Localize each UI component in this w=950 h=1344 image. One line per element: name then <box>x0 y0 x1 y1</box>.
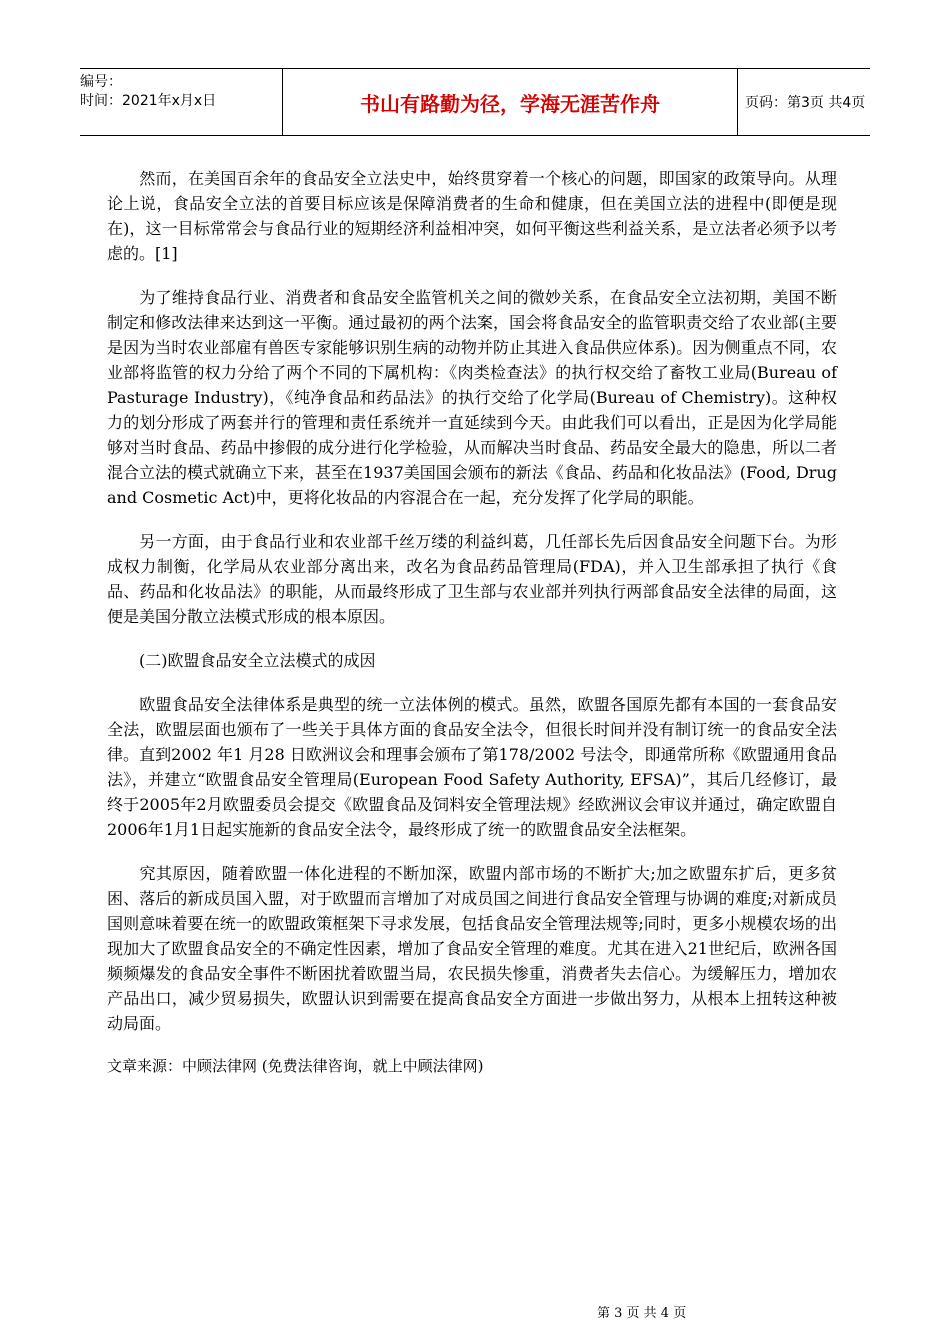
body-paragraph <box>107 692 837 842</box>
body-paragraph <box>107 861 837 1036</box>
body-paragraph <box>107 285 837 510</box>
document-number-label: 编号： <box>80 74 122 90</box>
paragraph-text: 究其原因，随着欧盟一体化进程的不断加深，欧盟内部市场的不断扩大;加之欧盟东扩后，更多贫困、落后的新成员国入盟，对于欧盟而言增加了对成员国之间进行食品安全管理与协调的难度;对新成员国则意味着要在统一的欧盟政策框架下寻求发展，包括食品安全管理法规等;同时，更多小规模农场的出现加大了欧盟食品安全的不确定性因素，增加了食品安全管理的难度。尤其在进入21世纪后，欧洲各国频频爆发的食品安全事件不断困扰着欧盟当局，农民损失惨重，消费者失去信心。为缓解压力，增加农产品出口，减少贸易损失，欧盟认识到需要在提高食品安全方面进一步做出努力，从根本上扭转这种被动局面。 <box>107 864 837 1033</box>
article-source: 文章来源：中顾法律网 (免费法律咨询，就上中顾法律网) <box>107 1057 484 1075</box>
document-date-label: 时间：2021年x月x日 <box>80 93 217 109</box>
paragraph-text: 然而，在美国百余年的食品安全立法史中，始终贯穿着一个核心的问题，即国家的政策导向。从理论上说，食品安全立法的首要目标应该是保障消费者的生命和健康，但在美国立法的进程中(即便是现在)，这一目标常常会与食品行业的短期经济利益相冲突，如何平衡这些利益关系，是立法者必须予以考虑的。[1] <box>107 169 837 263</box>
header-page-cell <box>745 69 870 135</box>
section-subheading: (二)欧盟食品安全立法模式的成因 <box>139 651 376 670</box>
header-meta <box>80 69 280 139</box>
paragraph-text: 欧盟食品安全法律体系是典型的统一立法体例的模式。虽然，欧盟各国原先都有本国的一套食品安全法，欧盟层面也颁布了一些关于具体方面的食品安全法令，但很长时间并没有制订统一的食品安全法律。直到2002 年1 月28 日欧洲议会和理事会颁布了第178/2002 号法令，即通常所称《欧盟通用食品法》，并建立“欧盟食品安全管理局(European Food Safety Authority, EFSA)”，其后几经修订，最终于2005年2月欧盟委员会提交《欧盟食品及饲料安全管理法规》经欧洲议会审议并通过，确定欧盟自2006年1月1日起实施新的食品安全法令，最终形成了统一的欧盟食品安全法框架。 <box>107 695 837 839</box>
body-paragraph <box>107 166 837 266</box>
paragraph-text: 另一方面，由于食品行业和农业部千丝万缕的利益纠葛，几任部长先后因食品安全问题下台。为形成权力制衡，化学局从农业部分离出来，改名为食品药品管理局(FDA)，并入卫生部承担了执行《食品、药品和化妆品法》的职能，从而最终形成了卫生部与农业部并列执行两部食品安全法律的局面，这便是美国分散立法模式形成的根本原因。 <box>107 532 837 626</box>
page-footer: 第 3 页 共 4 页 <box>597 1306 687 1321</box>
page-header <box>80 68 870 136</box>
paragraph-text: 为了维持食品行业、消费者和食品安全监管机关之间的微妙关系，在食品安全立法初期，美国不断制定和修改法律来达到这一平衡。通过最初的两个法案，国会将食品安全的监管职责交给了农业部(主要是因为当时农业部雇有兽医专家能够识别生病的动物并防止其进入食品供应体系)。因为侧重点不同，农业部将监管的权力分给了两个不同的下属机构：《肉类检查法》的执行权交给了畜牧工业局(Bureau of Pasturage Industry)，《纯净食品和药品法》的执行交给了化学局(Bureau of Chemistry)。这种权力的划分形成了两套并行的管理和责任系统并一直延续到今天。由此我们可以看出，正是因为化学局能够对当时食品、药品中掺假的成分进行化学检验，从而解决当时食品、药品安全最大的隐患，所以二者混合立法的模式就确立下来，甚至在1937美国国会颁布的新法《食品、药品和化妆品法》(Food, Drug and Cosmetic Act)中，更将化妆品的内容混合在一起，充分发挥了化学局的职能。 <box>107 288 837 507</box>
document-body <box>107 166 837 1077</box>
header-page-number: 页码：第3页 共4页 <box>745 95 866 111</box>
body-paragraph <box>107 529 837 629</box>
header-motto-cell <box>282 69 738 135</box>
header-motto: 书山有路勤为径，学海无涯苦作舟 <box>360 91 660 116</box>
